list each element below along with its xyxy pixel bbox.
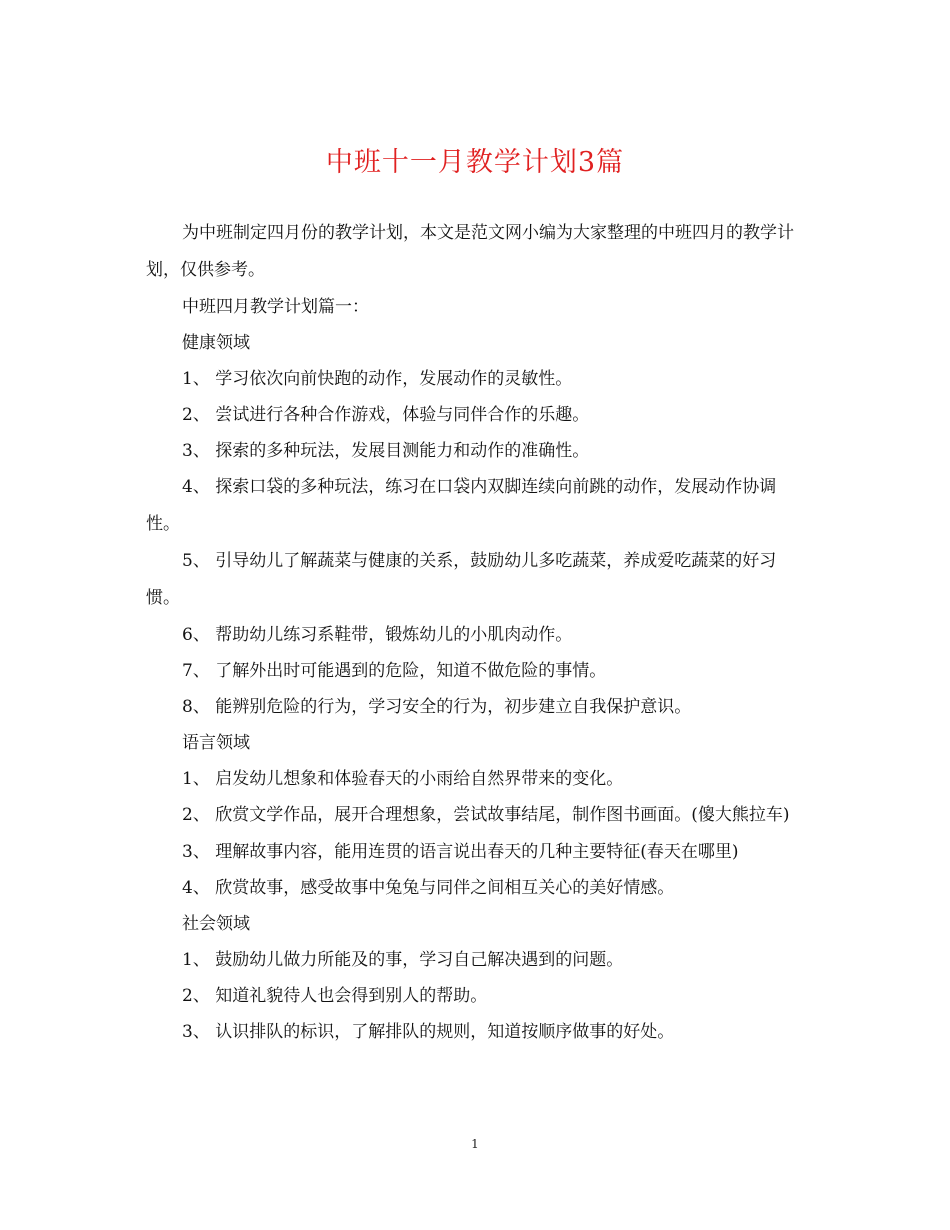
paragraph: 为中班制定四月份的教学计划，本文是范文网小编为大家整理的中班四月的教学计划，仅供参考。 [146,223,794,280]
document-title: 中班十一月教学计划3篇 [325,147,625,178]
list-item: 2、 知道礼貌待人也会得到别人的帮助。 [182,986,488,1006]
list-item: 5、 引导幼儿了解蔬菜与健康的关系，鼓励幼儿多吃蔬菜，养成爱吃蔬菜的好习惯。 [146,551,777,608]
list-item: 3、 认识排队的标识，了解排队的规则，知道按顺序做事的好处。 [182,1022,675,1042]
section-heading: 语言领域 [182,733,250,753]
list-item: 8、 能辨别危险的行为，学习安全的行为，初步建立自我保护意识。 [182,697,692,717]
list-item: 4、 探索口袋的多种玩法，练习在口袋内双脚连续向前跳的动作，发展动作协调性。 [146,477,777,534]
list-item: 1、 学习依次向前快跑的动作，发展动作的灵敏性。 [182,369,573,389]
list-item: 1、 启发幼儿想象和体验春天的小雨给自然界带来的变化。 [182,769,624,789]
page-number: 1 [471,1137,479,1151]
paragraph: 中班四月教学计划篇一： [182,297,369,317]
list-item: 2、 尝试进行各种合作游戏，体验与同伴合作的乐趣。 [182,405,590,425]
section-heading: 健康领域 [182,333,250,353]
list-item: 3、 探索的多种玩法，发展目测能力和动作的准确性。 [182,441,590,461]
list-item: 3、 理解故事内容，能用连贯的语言说出春天的几种主要特征(春天在哪里) [182,842,739,862]
document-body [146,215,806,1050]
list-item: 2、 欣赏文学作品，展开合理想象，尝试故事结尾，制作图书画面。(傻大熊拉车) [182,805,790,825]
list-item: 6、 帮助幼儿练习系鞋带，锻炼幼儿的小肌肉动作。 [182,625,573,645]
list-item: 4、 欣赏故事，感受故事中兔兔与同伴之间相互关心的美好情感。 [182,878,675,898]
section-heading: 社会领域 [182,914,250,934]
list-item: 7、 了解外出时可能遇到的危险，知道不做危险的事情。 [182,661,607,681]
list-item: 1、 鼓励幼儿做力所能及的事，学习自己解决遇到的问题。 [182,950,624,970]
